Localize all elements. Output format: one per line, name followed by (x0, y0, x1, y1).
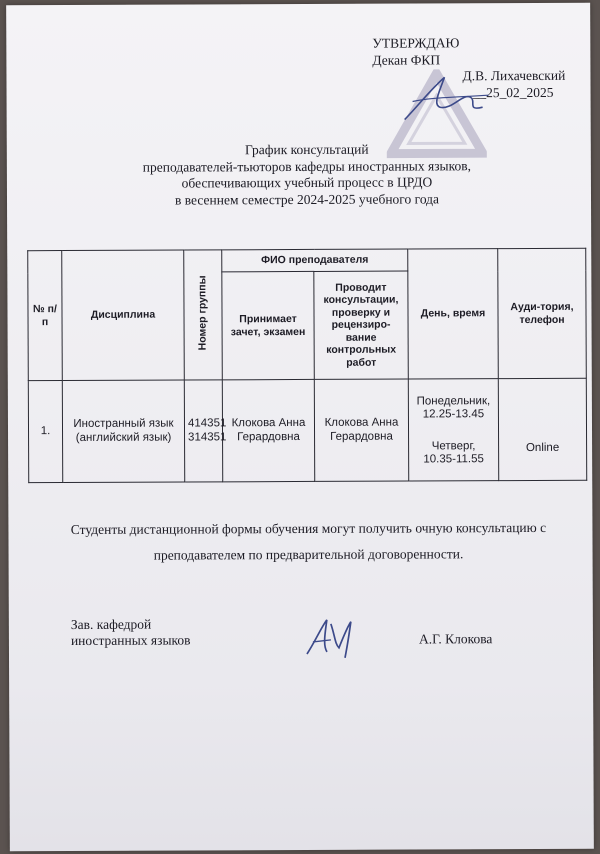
header-group (184, 250, 223, 380)
approval-date: __25_02_2025 (472, 84, 554, 100)
row-discipline: Иностранный язык (английский язык) (62, 380, 184, 483)
title-line-2: преподавателей-тьюторов кафедры иностранных языков, (142, 157, 472, 175)
approver-signature-image (396, 67, 496, 127)
document-sheet (6, 3, 594, 852)
header-number: № п/п (28, 251, 63, 381)
header-discipline: Дисциплина (62, 250, 185, 381)
department-head-line-2: иностранных языков (70, 632, 191, 649)
title-line-4: в весеннем семестре 2024-2025 учебного года (174, 190, 440, 208)
row-schedule-time-1: 12.25-13.45 (422, 408, 485, 421)
document-title (107, 141, 507, 209)
header-day-time: День, время (408, 249, 499, 379)
department-head-line-1: Зав. кафедрой (70, 616, 152, 633)
department-head-name: А.Г. Клокова (418, 631, 493, 647)
title-line-1: График консультаций (244, 141, 369, 158)
header-accepts: Принимает зачет, экзамен (222, 271, 314, 379)
department-head-title (71, 616, 191, 649)
row-group-1: 414351 (187, 417, 227, 430)
department-head-signature-image (301, 614, 361, 662)
header-room: Ауди-тория, телефон (498, 248, 587, 378)
header-group-label: Номер группы (196, 275, 209, 351)
title-line-3: обеспечивающих учебный процесс в ЦРДО (181, 174, 433, 191)
approve-word: УТВЕРЖДАЮ (372, 35, 460, 51)
row-group-2: 314351 (188, 430, 227, 443)
row-schedule (408, 379, 498, 481)
consultation-note: Студенты дистанционной формы обучения могут получить очную консультацию с преподавателем по предварительной договоренности. (70, 519, 547, 563)
row-number: 1. (28, 381, 62, 483)
row-schedule-time-2: 10.35-11.55 (423, 453, 484, 466)
row-room: Online (498, 378, 586, 480)
table-row (28, 378, 586, 482)
approver-name: Д.В. Лихачевский (462, 67, 566, 84)
row-groups (184, 380, 227, 482)
row-conducts: Клокова Анна Герардовна (314, 379, 408, 481)
consultation-table (27, 248, 587, 483)
row-schedule-day-1: Понедельник, (416, 394, 491, 407)
header-conducts: Проводит консультации, проверку и рецензиро-вание контрольных работ (314, 271, 408, 379)
row-accepts: Клокова Анна Герардовна (222, 379, 314, 481)
row-schedule-day-2: Четверг, (431, 439, 476, 452)
approver-position: Декан ФКП (372, 51, 441, 68)
header-teacher-fio: ФИО преподавателя (222, 249, 408, 272)
